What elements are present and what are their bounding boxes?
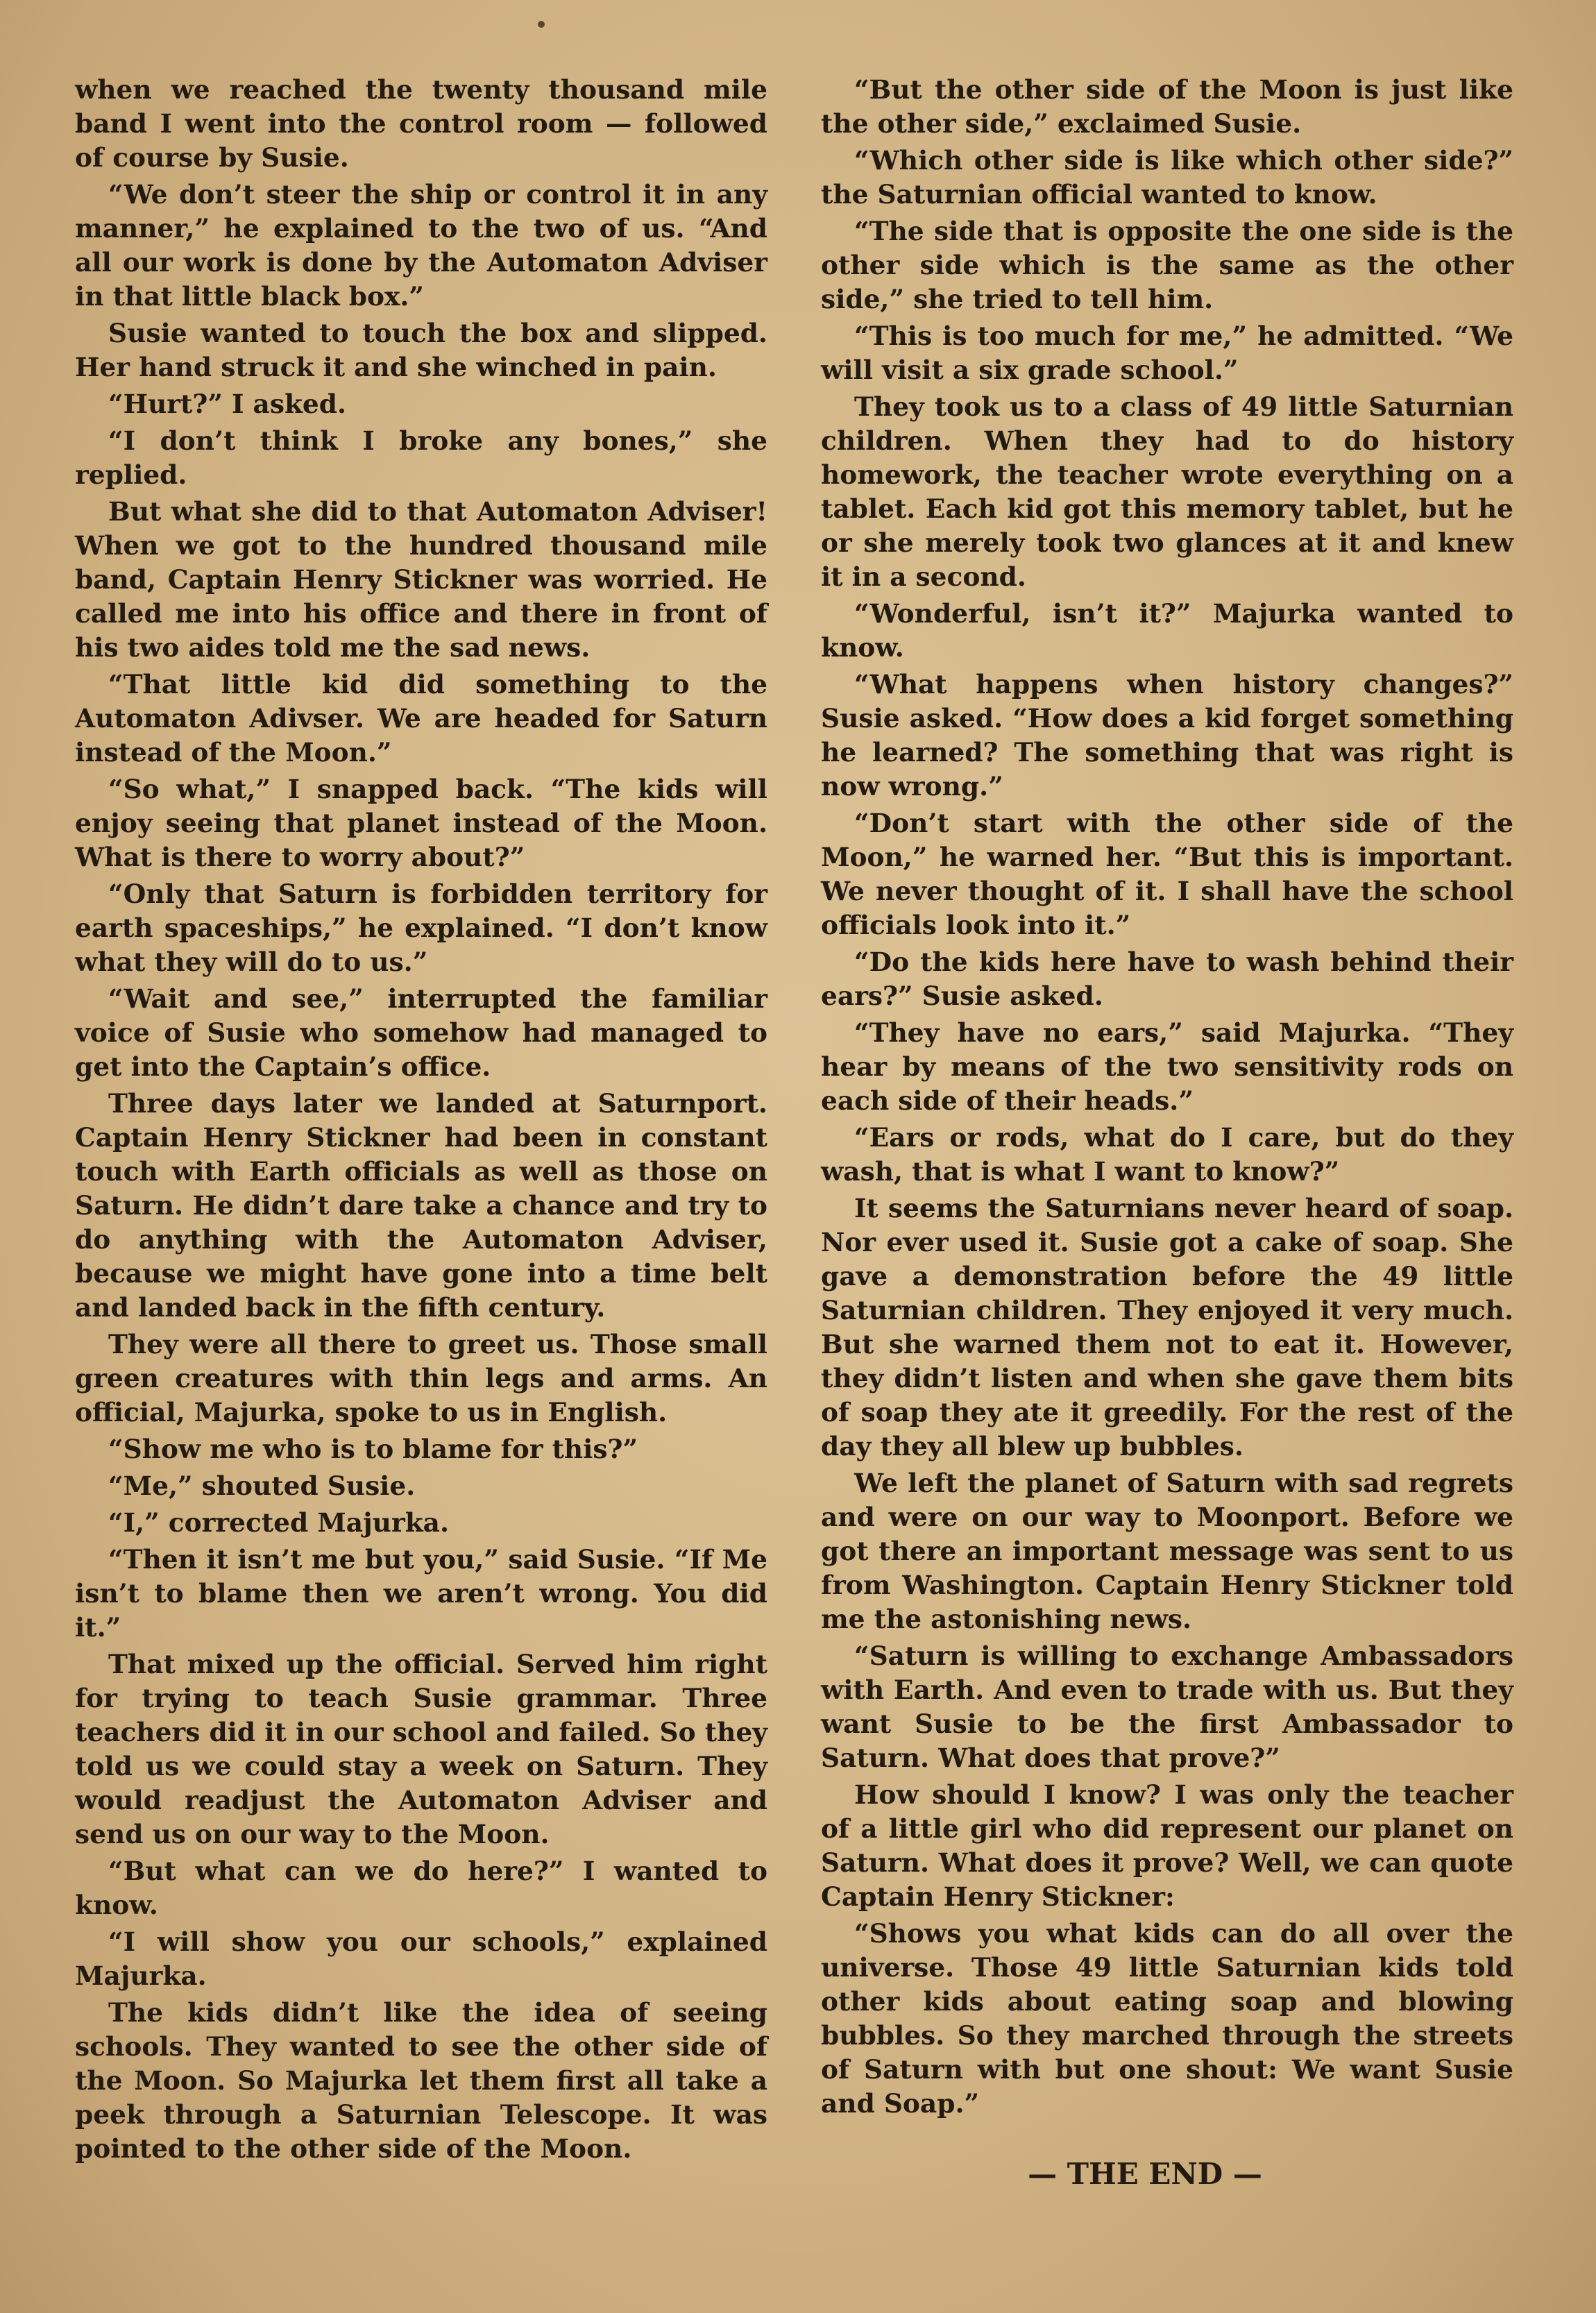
paragraph: Susie wanted to touch the box and slipped. Her hand struck it and she winched in pain. <box>75 318 767 382</box>
paragraph: “What happens when history changes?” Susie asked. “How does a kid forget something he learned? The something that was right is now wrong.” <box>821 669 1513 802</box>
paragraph: “Only that Saturn is forbidden territory for earth spaceships,” he explained. “I don’t know what they will do to us.” <box>75 879 767 977</box>
left-column <box>75 73 767 2169</box>
paragraph: “Do the kids here have to wash behind their ears?” Susie asked. <box>821 947 1513 1011</box>
paragraph: “Show me who is to blame for this?” <box>108 1434 638 1464</box>
paragraph: “That little kid did something to the Automaton Adivser. We are headed for Saturn instead of the Moon.” <box>75 669 767 768</box>
paragraph: “Saturn is willing to exchange Ambassadors with Earth. And even to trade with us. But they want Susie to be the first Ambassador to Saturn. What does that prove?” <box>821 1641 1513 1773</box>
paragraph: “We don’t steer the ship or control it in any manner,” he explained to the two of us. “And all our work is done by the Automaton Adviser in that little black box.” <box>75 179 767 312</box>
paragraph: “Shows you what kids can do all over the universe. Those 49 little Saturnian kids told other kids about eating soap and blowing bubbles. So they marched through the streets of Saturn with but one shout: We want Susie and Soap.” <box>821 1918 1513 2119</box>
paragraph: when we reached the twenty thousand mile band I went into the control room — followed of course by Susie. <box>75 74 767 173</box>
ink-speck <box>538 21 545 28</box>
paragraph: “The side that is opposite the one side is the other side which is the same as the other side,” she tried to tell him. <box>821 216 1513 314</box>
paragraph: That mixed up the official. Served him right for trying to teach Susie grammar. Three teachers did it in our school and failed. So they told us we could stay a week on Saturn. They would readjust the Automaton Adviser and send us on our way to the Moon. <box>75 1649 767 1849</box>
paragraph: We left the planet of Saturn with sad regrets and were on our way to Moonport. Before we got there an important message was sent to us from Washington. Captain Henry Stickner told me the astonishing news. <box>821 1468 1513 1634</box>
paragraph: “Wonderful, isn’t it?” Majurka wanted to know. <box>821 598 1513 663</box>
paragraph: They took us to a class of 49 little Saturnian children. When they had to do history homework, the teacher wrote everything on a tablet. Each kid got this memory tablet, but he or she merely took two glances at it and knew it in a second. <box>821 391 1513 592</box>
paragraph: “I,” corrected Majurka. <box>108 1507 450 1538</box>
paragraph: “This is too much for me,” he admitted. “We will visit a six grade school.” <box>821 321 1513 385</box>
the-end-marker: — THE END — <box>1028 2157 1262 2191</box>
paragraph: “Hurt?” I asked. <box>108 389 347 419</box>
paragraph: “They have no ears,” said Majurka. “They hear by means of the two sensitivity rods on each side of their heads.” <box>821 1017 1513 1116</box>
paragraph: “Don’t start with the other side of the Moon,” he warned her. “But this is important. We never thought of it. I shall have the school officials look into it.” <box>821 808 1513 940</box>
paragraph: “Me,” shouted Susie. <box>108 1471 416 1501</box>
paragraph: The kids didn’t like the idea of seeing schools. They wanted to see the other side of the Moon. So Majurka let them first all take a peek through a Saturnian Telescope. It was pointed to the other side of the Moon. <box>75 1997 767 2164</box>
paragraph: It seems the Saturnians never heard of soap. Nor ever used it. Susie got a cake of soap. She gave a demonstration before the 49 little Saturnian children. They enjoyed it very much. But she warned them not to eat it. However, they didn’t listen and when she gave them bits of soap they ate it greedily. For the rest of the day they all blew up bubbles. <box>821 1193 1513 1461</box>
paragraph: “I don’t think I broke any bones,” she replied. <box>75 425 767 490</box>
paragraph: They were all there to greet us. Those small green creatures with thin legs and arms. An official, Majurka, spoke to us in English. <box>75 1329 767 1427</box>
paragraph: “But what can we do here?” I wanted to know. <box>75 1856 767 1920</box>
paragraph: “So what,” I snapped back. “The kids will enjoy seeing that planet instead of the Moon. What is there to worry about?” <box>75 774 767 872</box>
paragraph: “Ears or rods, what do I care, but do they wash, that is what I want to know?” <box>821 1122 1513 1187</box>
paragraph: But what she did to that Automaton Adviser! When we got to the hundred thousand mile band, Captain Henry Stickner was worried. He called me into his office and there in front of his two aides told me the sad news. <box>75 496 767 663</box>
paragraph: “Which other side is like which other side?” the Saturnian official wanted to know. <box>821 145 1513 210</box>
paragraph: “Wait and see,” interrupted the familiar voice of Susie who somehow had managed to get into the Captain’s office. <box>75 983 767 1082</box>
paragraph: How should I know? I was only the teacher of a little girl who did represent our planet on Saturn. What does it prove? Well, we can quote Captain Henry Stickner: <box>821 1779 1513 1912</box>
paragraph: “Then it isn’t me but you,” said Susie. “If Me isn’t to blame then we aren’t wrong. You did it.” <box>75 1544 767 1643</box>
paragraph: “But the other side of the Moon is just like the other side,” exclaimed Susie. <box>821 74 1513 139</box>
right-column <box>821 73 1513 2124</box>
paragraph: Three days later we landed at Saturnport. Captain Henry Stickner had been in constant touch with Earth officials as well as those on Saturn. He didn’t dare take a chance and try to do anything with the Automaton Adviser, because we might have gone into a time belt and landed back in the fifth century. <box>75 1088 767 1323</box>
paragraph: “I will show you our schools,” explained Majurka. <box>75 1926 767 1991</box>
